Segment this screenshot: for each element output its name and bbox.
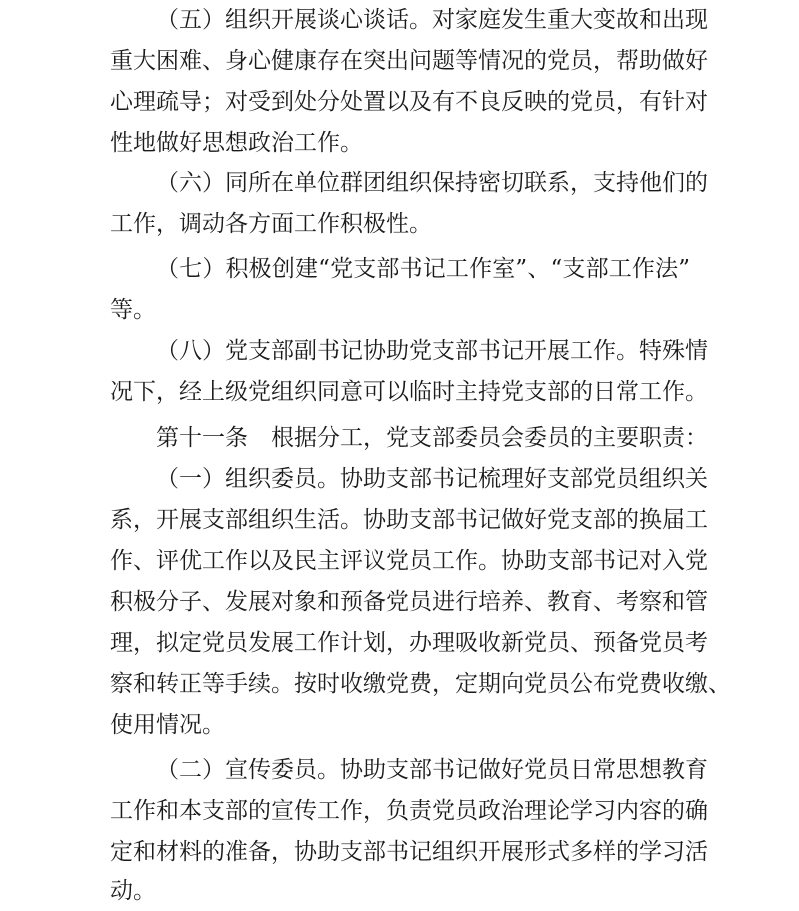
clause-1-line-6: 察和转正等手续。按时收缴党费，定期向党员公布党费收缴、 [110, 671, 731, 697]
paragraph-5-line-4: 性地做好思想政治工作。 [110, 130, 363, 156]
paragraph-6-line-1: （六）同所在单位群团组织保持密切联系，支持他们的 [156, 170, 708, 196]
clause-1-line-4: 积极分子、发展对象和预备党员进行培养、教育、考察和管 [110, 589, 708, 615]
clause-1-line-2: 系，开展支部组织生活。协助支部书记做好党支部的换届工 [110, 507, 708, 533]
article-11-heading: 第十一条 根据分工，党支部委员会委员的主要职责： [156, 425, 708, 451]
paragraph-5-line-3: 心理疏导；对受到处分处置以及有不良反映的党员，有针对 [110, 89, 708, 115]
paragraph-8-line-2: 况下，经上级党组织同意可以临时主持党支部的日常工作。 [110, 379, 708, 405]
clause-2-line-3: 定和材料的准备，协助支部书记组织开展形式多样的学习活 [110, 839, 708, 865]
clause-1-line-7: 使用情况。 [110, 712, 225, 738]
paragraph-7-line-1: （七）积极创建“党支部书记工作室”、“支部工作法” [156, 256, 690, 282]
paragraph-7-line-2: 等。 [110, 297, 156, 323]
paragraph-8-line-1: （八）党支部副书记协助党支部书记开展工作。特殊情 [156, 338, 708, 364]
paragraph-5-line-1: （五）组织开展谈心谈话。对家庭发生重大变故和出现 [156, 7, 708, 33]
paragraph-5-line-2: 重大困难、身心健康存在突出问题等情况的党员，帮助做好 [110, 48, 708, 74]
clause-2-line-1: （二）宣传委员。协助支部书记做好党员日常思想教育 [156, 757, 708, 783]
clause-1-line-3: 作、评优工作以及民主评议党员工作。协助支部书记对入党 [110, 548, 708, 574]
paragraph-6-line-2: 工作，调动各方面工作积极性。 [110, 211, 432, 237]
clause-2-line-4: 动。 [110, 878, 156, 904]
clause-1-line-5: 理，拟定党员发展工作计划，办理吸收新党员、预备党员考 [110, 630, 708, 656]
clause-2-line-2: 工作和本支部的宣传工作，负责党员政治理论学习内容的确 [110, 798, 708, 824]
clause-1-line-1: （一）组织委员。协助支部书记梳理好支部党员组织关 [156, 466, 708, 492]
